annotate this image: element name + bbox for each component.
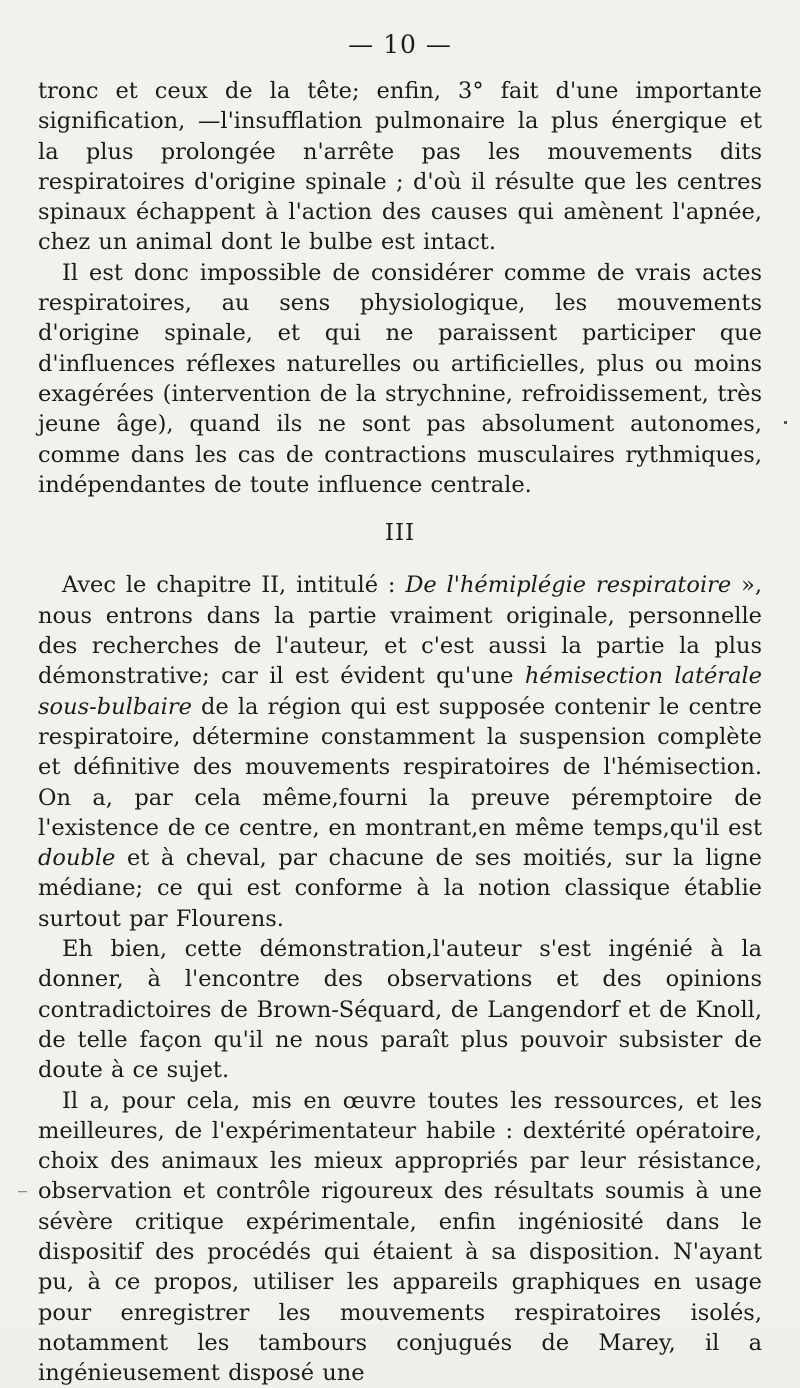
hemisection-italic: hémisection latérale sous-bulbaire <box>38 663 762 719</box>
page-number: — 10 — <box>0 30 800 59</box>
p3-text-4: et à cheval, par chacune de ses moitiés, sur la ligne médiane; ce qui est conforme à la notion classique établie surtout par Flourens. <box>38 845 762 932</box>
margin-dot <box>784 421 787 424</box>
paragraph-3 <box>38 570 762 934</box>
margin-mark: _ <box>18 1172 27 1193</box>
section-heading: III <box>38 518 762 548</box>
paragraph-1: tronc et ceux de la tête; enfin, 3° fait d'une importante signification, —l'insufflation pulmonaire la plus énergique et la plus prolongée n'arrête pas les mouvements dits respiratoires d'origine spinale ; d'où il résulte que les centres spinaux échappent à l'action des causes qui amènent l'apnée, chez un animal dont le bulbe est intact. <box>38 76 762 258</box>
p3-text-1: Avec le chapitre II, intitulé : <box>62 572 405 598</box>
paragraph-5: Il a, pour cela, mis en œuvre toutes les ressources, et les meilleures, de l'expérimentateur habile : dextérité opératoire, choix des animaux les mieux appropriés par leur résistance, observation et contrôle rigoureux des résultats soumis à une sévère critique expérimentale, enfin ingéniosité dans le dispositif des procédés qui étaient à sa disposition. N'ayant pu, à ce propos, utiliser les appareils graphiques en usage pour enregistrer les mouvements respiratoires isolés, notamment les tambours conjugués de Marey, il a ingénieusement disposé une <box>38 1086 762 1388</box>
body-text <box>38 76 762 1388</box>
double-italic: double <box>38 845 115 871</box>
p3-text-3: de la région qui est supposée contenir le centre respiratoire, détermine constamment la suspension complète et définitive des mouvements respiratoires de l'hémisection. On a, par cela même,fourni la preuve péremptoire de l'existence de ce centre, en montrant,en même temps,qu'il est <box>38 694 762 841</box>
paragraph-4: Eh bien, cette démonstration,l'auteur s'est ingénié à la donner, à l'encontre des observations et des opinions contradictoires de Brown-Séquard, de Langendorf et de Knoll, de telle façon qu'il ne nous paraît plus pouvoir subsister de doute à ce sujet. <box>38 934 762 1085</box>
chapter-title-italic: De l'hémiplégie respiratoire <box>405 572 731 598</box>
paragraph-2: Il est donc impossible de considérer comme de vrais actes respiratoires, au sens physiologique, les mouvements d'origine spinale, et qui ne paraissent participer que d'influences réflexes naturelles ou artificielles, plus ou moins exagérées (intervention de la strychnine, refroidissement, très jeune âge), quand ils ne sont pas absolument autonomes, comme dans les cas de contractions musculaires rythmiques, indépendantes de toute influence centrale. <box>38 258 762 500</box>
p3-text-2: », nous entrons dans la partie vraiment originale, personnelle des recherches de l'auteur, et c'est aussi la partie la plus démonstrative; car il est évident qu'une <box>38 572 762 689</box>
